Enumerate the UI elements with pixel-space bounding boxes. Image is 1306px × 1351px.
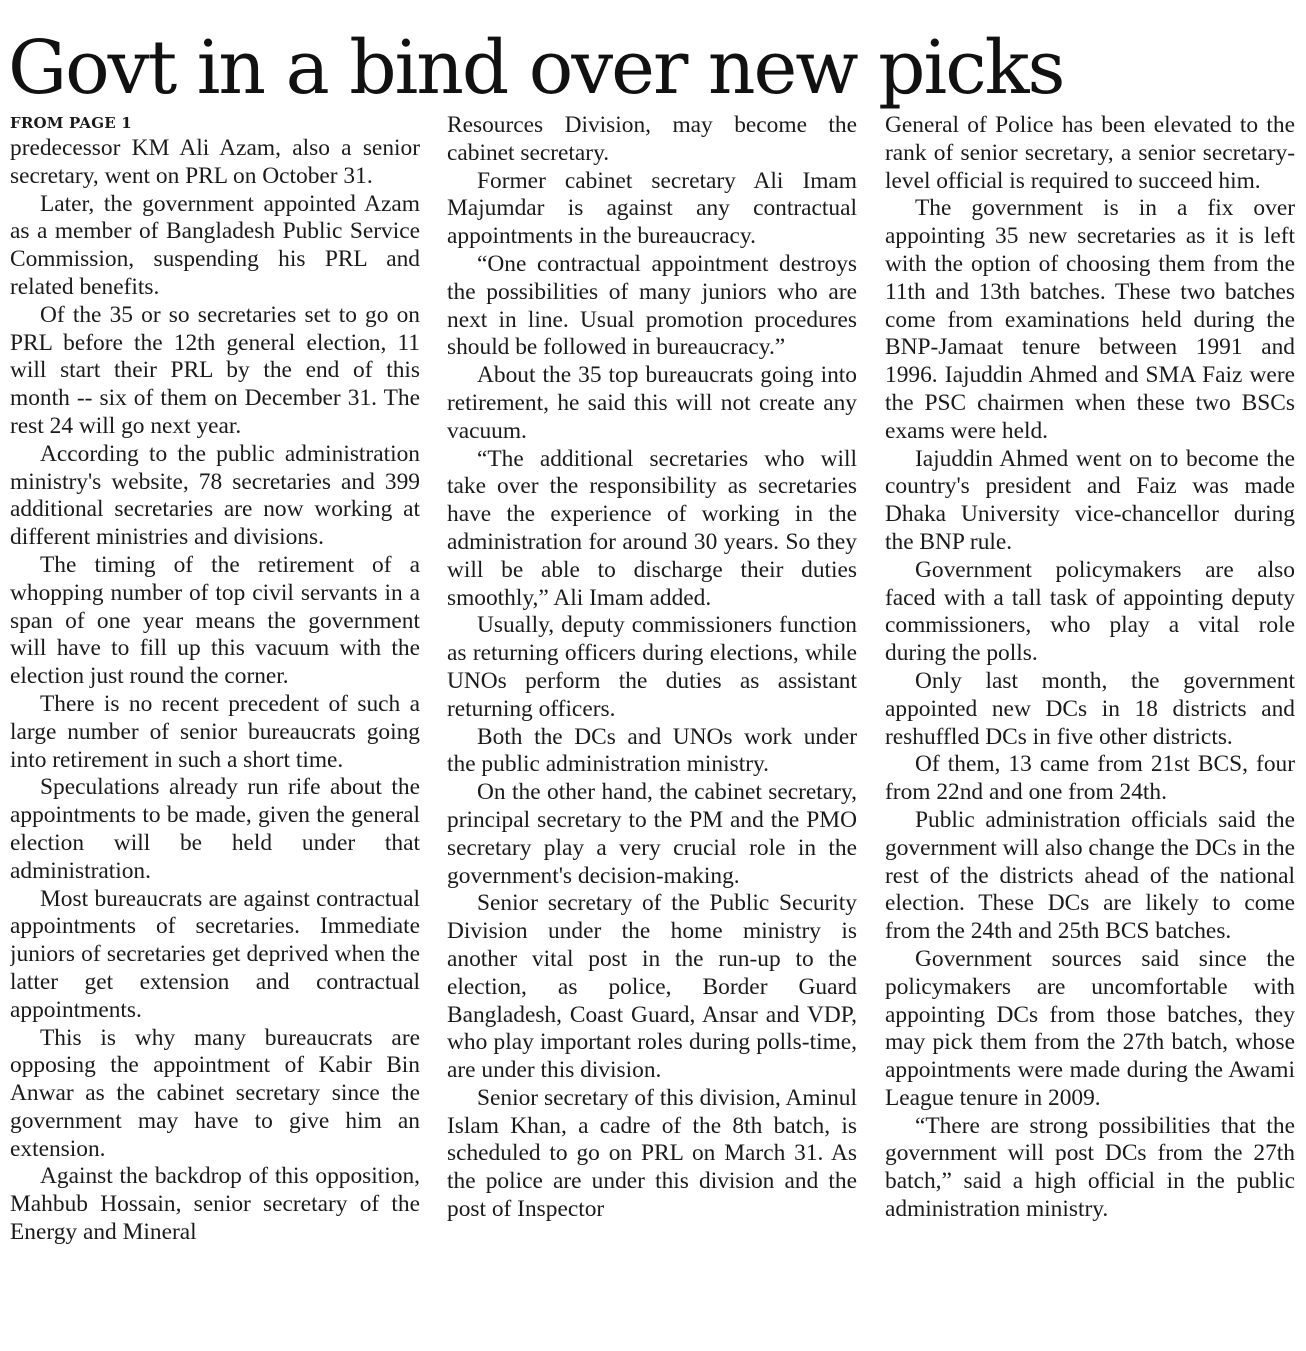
- paragraph: Later, the government appointed Azam as a member of Bangladesh Public Service Commission, suspending his PRL and related benefits.: [10, 190, 420, 300]
- paragraph: “There are strong possibilities that the government will post DCs from the 27th batch,” said a high official in the public administration ministry.: [885, 1112, 1295, 1223]
- paragraph: “One contractual appointment destroys the possibilities of many juniors who are next in line. Usual promotion procedures should be followed in bureaucracy.”: [447, 250, 857, 361]
- paragraph: Of them, 13 came from 21st BCS, four from 22nd and one from 24th.: [885, 751, 1295, 806]
- paragraph: Government sources said since the policymakers are uncomfortable with appointing DCs from those batches, they may pick them from the 27th batch, whose appointments were made during the Awami League tenure in 2009.: [885, 945, 1295, 1111]
- paragraph: Iajuddin Ahmed went on to become the country's president and Faiz was made Dhaka University vice-chancellor during the BNP rule.: [885, 445, 1295, 555]
- paragraph: Resources Division, may become the cabinet secretary.: [447, 112, 857, 166]
- paragraph: Senior secretary of the Public Security Division under the home ministry is another vital post in the run-up to the election, as police, Border Guard Bangladesh, Coast Guard, Ansar and VDP, who play important roles during polls-time, are under this division.: [447, 890, 857, 1084]
- paragraph: Of the 35 or so secretaries set to go on PRL before the 12th general election, 11 will start their PRL by the end of this month -- six of them on December 31. The rest 24 will go next year.: [10, 301, 420, 439]
- paragraph: Government policymakers are also faced with a tall task of appointing deputy commissioners, who play a vital role during the polls.: [885, 556, 1295, 667]
- headline: Govt in a bind over new picks: [8, 25, 1064, 111]
- article-column-1: [10, 112, 420, 1342]
- paragraph: Public administration officials said the government will also change the DCs in the rest of the districts ahead of the national election. These DCs are likely to come from the 24th and 25th BCS batches.: [885, 806, 1295, 945]
- paragraph: Most bureaucrats are against contractual appointments of secretaries. Immediate juniors of secretaries get deprived when the latter get extension and contractual appointments.: [10, 885, 420, 1023]
- article-column-3: [885, 112, 1295, 1342]
- paragraph: Senior secretary of this division, Aminul Islam Khan, a cadre of the 8th batch, is scheduled to go on PRL on March 31. As the police are under this division and the post of Inspector: [447, 1084, 857, 1223]
- paragraph: This is why many bureaucrats are opposing the appointment of Kabir Bin Anwar as the cabinet secretary since the government may have to give him an extension.: [10, 1024, 420, 1162]
- paragraph: Former cabinet secretary Ali Imam Majumdar is against any contractual appointments in the bureaucracy.: [447, 167, 857, 250]
- paragraph: General of Police has been elevated to the rank of senior secretary, a senior secretary-level official is required to succeed him.: [885, 112, 1295, 194]
- paragraph: On the other hand, the cabinet secretary, principal secretary to the PM and the PMO secretary play a very crucial role in the government's decision-making.: [447, 779, 857, 889]
- paragraph: According to the public administration ministry's website, 78 secretaries and 399 additional secretaries are now working at different ministries and divisions.: [10, 440, 420, 551]
- paragraph: The timing of the retirement of a whopping number of top civil servants in a span of one year means the government will have to fill up this vacuum with the election just round the corner.: [10, 551, 420, 690]
- paragraph: predecessor KM Ali Azam, also a senior secretary, went on PRL on October 31.: [10, 135, 420, 189]
- paragraph: About the 35 top bureaucrats going into retirement, he said this will not create any vacuum.: [447, 362, 857, 444]
- paragraph: Speculations already run rife about the appointments to be made, given the general election will be held under that administration.: [10, 774, 420, 884]
- paragraph: Usually, deputy commissioners function as returning officers during elections, while UNOs perform the duties as assistant returning officers.: [447, 612, 857, 722]
- paragraph: “The additional secretaries who will take over the responsibility as secretaries have the experience of working in the administration for around 30 years. So they will be able to discharge their duties smoothly,” Ali Imam added.: [447, 445, 857, 611]
- continuation-kicker: FROM PAGE 1: [10, 114, 132, 132]
- paragraph: The government is in a fix over appointing 35 new secretaries as it is left with the option of choosing them from the 11th and 13th batches. These two batches come from examinations held during the BNP-Jamaat tenure between 1991 and 1996. Iajuddin Ahmed and SMA Faiz were the PSC chairmen when these two BSCs exams were held.: [885, 195, 1295, 444]
- paragraph: There is no recent precedent of such a large number of senior bureaucrats going into retirement in such a short time.: [10, 690, 420, 773]
- paragraph: Both the DCs and UNOs work under the public administration ministry.: [447, 723, 857, 778]
- article-column-2: [447, 112, 857, 1342]
- paragraph: Against the backdrop of this opposition, Mahbub Hossain, senior secretary of the Energy and Mineral: [10, 1163, 420, 1246]
- paragraph: Only last month, the government appointed new DCs in 18 districts and reshuffled DCs in five other districts.: [885, 667, 1295, 750]
